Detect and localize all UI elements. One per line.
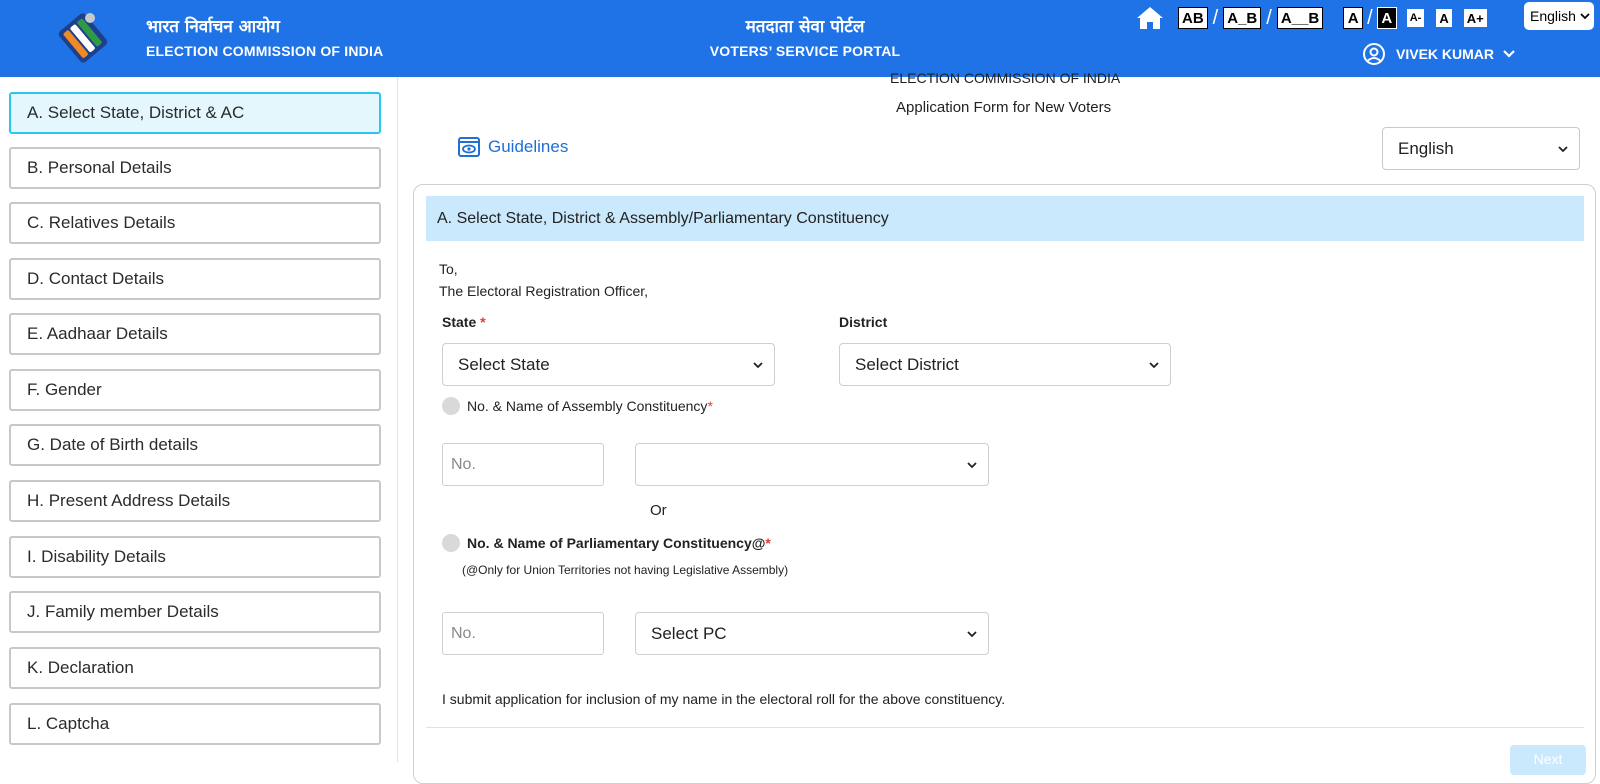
sidebar-item-date-of-birth[interactable]: G. Date of Birth details xyxy=(9,424,381,466)
sidebar-item-disability-details[interactable]: I. Disability Details xyxy=(9,536,381,578)
chevron-down-icon xyxy=(966,628,978,640)
parliamentary-select-value: Select PC xyxy=(651,623,727,643)
contrast-high-button[interactable]: A xyxy=(1377,7,1397,29)
sidebar-item-personal-details[interactable]: B. Personal Details xyxy=(9,147,381,189)
letter-spacing-normal-button[interactable]: AB xyxy=(1178,7,1208,29)
portal-title-hindi: मतदाता सेवा पोर्टल xyxy=(745,17,865,37)
required-mark: * xyxy=(707,398,713,414)
parliamentary-select[interactable] xyxy=(635,612,989,655)
slash-separator: / xyxy=(1367,6,1373,29)
chevron-down-icon xyxy=(752,359,764,371)
required-mark: * xyxy=(480,314,486,330)
state-label xyxy=(442,314,486,330)
form-title: Application Form for New Voters xyxy=(896,99,1112,116)
brand xyxy=(146,14,383,59)
state-select[interactable] xyxy=(442,343,775,386)
chevron-down-icon xyxy=(1557,143,1569,155)
assembly-constituency-label xyxy=(467,398,713,414)
guidelines-label: Guidelines xyxy=(488,137,569,156)
top-header xyxy=(0,0,1600,77)
address-officer: The Electoral Registration Officer, xyxy=(439,283,649,299)
accessibility-toolbar xyxy=(1136,2,1493,34)
assembly-name-select[interactable] xyxy=(635,443,989,486)
district-label: District xyxy=(839,314,888,330)
or-separator: Or xyxy=(650,502,667,519)
slash-separator: / xyxy=(1266,6,1272,29)
section-title: A. Select State, District & Assembly/Parliamentary Constituency xyxy=(426,196,1584,241)
chevron-down-icon xyxy=(1502,47,1516,61)
font-normal-button[interactable]: A xyxy=(1436,9,1451,27)
contrast-normal-button[interactable]: A xyxy=(1343,7,1363,29)
portal-title xyxy=(690,14,920,59)
assembly-constituency-label-text: No. & Name of Assembly Constituency xyxy=(467,398,708,414)
font-decrease-button[interactable]: A- xyxy=(1407,9,1425,27)
home-icon[interactable] xyxy=(1136,4,1166,32)
parliamentary-note: (@Only for Union Territories not having Legislative Assembly) xyxy=(462,563,789,577)
divider xyxy=(426,727,1584,728)
sidebar-item-declaration[interactable]: K. Declaration xyxy=(9,647,381,689)
portal-title-english: VOTERS’ SERVICE PORTAL xyxy=(709,43,901,59)
state-label-text: State xyxy=(442,314,477,330)
submission-statement: I submit application for inclusion of my name in the electoral roll for the above constituency. xyxy=(442,691,1006,707)
form-language-value: English xyxy=(1398,138,1454,158)
parliamentary-constituency-label-text: No. & Name of Parliamentary Constituency@ xyxy=(467,535,766,551)
parliamentary-number-input[interactable]: No. xyxy=(442,612,604,655)
eye-icon xyxy=(458,137,480,157)
chevron-down-icon xyxy=(1148,359,1160,371)
sidebar-item-state-district-ac[interactable]: A. Select State, District & AC xyxy=(9,92,381,134)
form-steps-sidebar xyxy=(0,77,398,762)
assembly-constituency-radio[interactable] xyxy=(442,397,460,415)
district-select-value: Select District xyxy=(855,354,959,374)
font-increase-button[interactable]: A+ xyxy=(1464,9,1487,27)
state-select-value: Select State xyxy=(458,354,550,374)
required-mark: * xyxy=(765,535,771,551)
form-language-select[interactable] xyxy=(1382,127,1580,170)
sidebar-item-aadhaar-details[interactable]: E. Aadhaar Details xyxy=(9,313,381,355)
next-button[interactable]: Next xyxy=(1510,745,1586,775)
parliamentary-constituency-label xyxy=(467,535,771,551)
user-name: VIVEK KUMAR xyxy=(1396,46,1495,62)
address-to: To, xyxy=(439,261,458,277)
user-circle-icon xyxy=(1362,42,1386,66)
sidebar-item-family-member[interactable]: J. Family member Details xyxy=(9,591,381,633)
chevron-down-icon xyxy=(1580,11,1590,21)
district-select[interactable] xyxy=(839,343,1171,386)
sidebar-item-relatives-details[interactable]: C. Relatives Details xyxy=(9,202,381,244)
guidelines-link[interactable] xyxy=(458,137,568,157)
chevron-down-icon xyxy=(966,459,978,471)
sidebar-item-contact-details[interactable]: D. Contact Details xyxy=(9,258,381,300)
assembly-number-input[interactable]: No. xyxy=(442,443,604,486)
user-menu[interactable] xyxy=(1362,42,1516,66)
eci-logo-icon xyxy=(52,8,114,68)
brand-english: ELECTION COMMISSION OF INDIA xyxy=(146,43,384,59)
sidebar-item-gender[interactable]: F. Gender xyxy=(9,369,381,411)
language-select-top-value: English xyxy=(1530,8,1576,24)
brand-hindi: भारत निर्वाचन आयोग xyxy=(146,17,280,37)
slash-separator: / xyxy=(1212,6,1219,29)
org-heading: ELECTION COMMISSION OF INDIA xyxy=(890,70,1121,86)
letter-spacing-wide-button[interactable]: A__B xyxy=(1277,7,1323,29)
sidebar-item-present-address[interactable]: H. Present Address Details xyxy=(9,480,381,522)
language-select-top[interactable] xyxy=(1524,2,1594,30)
sidebar-item-captcha[interactable]: L. Captcha xyxy=(9,703,381,745)
letter-spacing-medium-button[interactable]: A_B xyxy=(1223,7,1261,29)
parliamentary-constituency-radio[interactable] xyxy=(442,534,460,552)
